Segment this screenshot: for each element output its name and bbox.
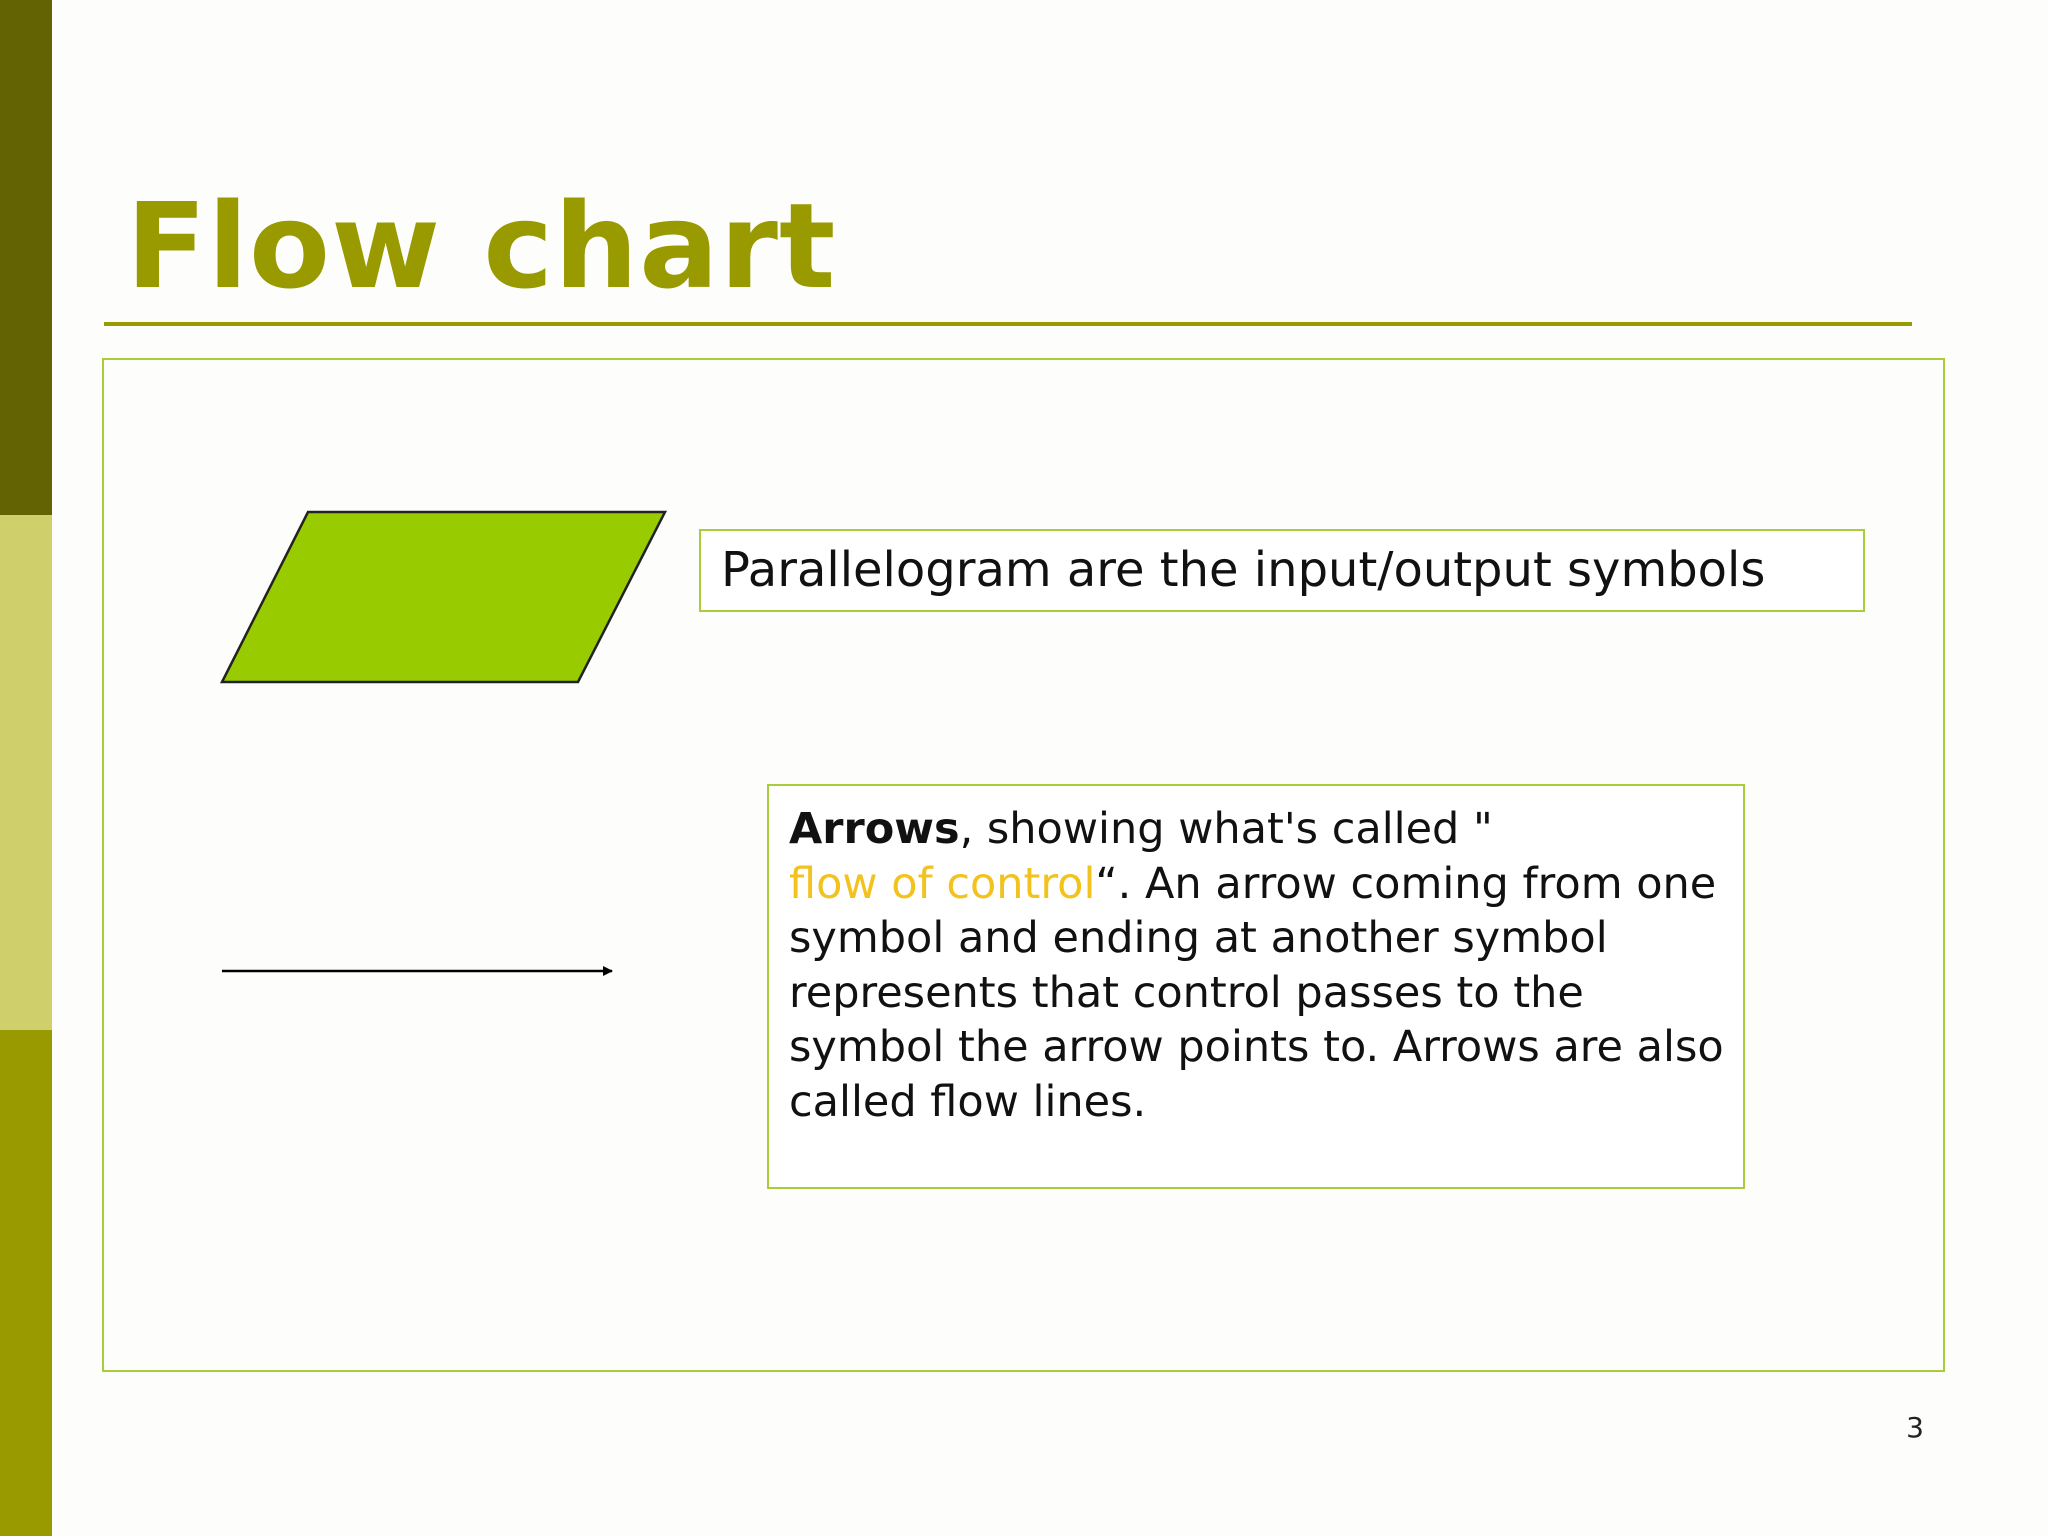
page-number: 3 (1906, 1411, 1924, 1444)
parallelogram-symbol (222, 512, 665, 682)
arrow-text-part-2: “. An arrow coming from one symbol and ending at another symbol represents that control passes to the symbol the arrow points to. Arrows are also called flow lines. (789, 858, 1724, 1127)
arrow-description (767, 784, 1745, 1189)
parallelogram-description: Parallelogram are the input/output symbols (699, 529, 1865, 612)
flow-of-control-term: flow of control (789, 858, 1096, 909)
arrow-text-part-1: , showing what's called " (959, 804, 1493, 854)
slide-title: Flow chart (126, 177, 837, 315)
arrow-term: Arrows (789, 804, 960, 854)
